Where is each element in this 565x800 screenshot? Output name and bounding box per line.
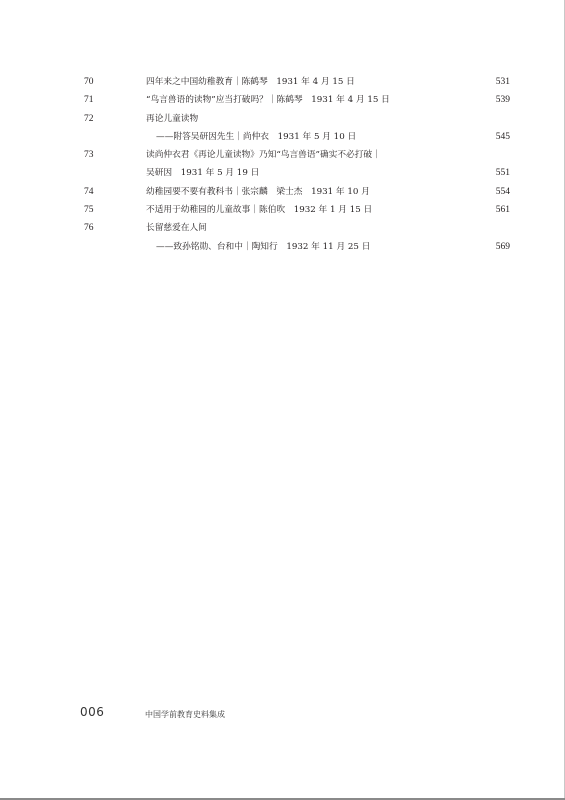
footer-page-number: 006 [80, 705, 105, 719]
toc-entry-page: 569 [495, 241, 510, 252]
toc-entry-number: 74 [84, 186, 94, 197]
footer-book-title: 中国学前教育史料集成 [145, 710, 225, 719]
toc-entry-title: 读尚仲衣君《再论儿童读物》乃知“鸟言兽语”确实不必打破｜ [146, 150, 381, 161]
toc-row[interactable] [0, 146, 565, 164]
toc-entry-number: 76 [84, 223, 94, 234]
toc-entry-title: 再论儿童读物 [146, 113, 199, 124]
toc-entry-page: 551 [495, 168, 510, 179]
toc-entry-number: 75 [84, 205, 94, 216]
toc-row[interactable] [0, 73, 565, 91]
toc-row[interactable] [0, 110, 565, 128]
toc-entry-page: 561 [495, 205, 510, 216]
toc-entry-page: 545 [495, 131, 510, 142]
toc-entry-page: 531 [495, 77, 510, 87]
toc-entry-title: 不适用于幼稚园的儿童故事｜陈伯吹 1932 年 1 月 15 日 [146, 205, 373, 216]
toc-entry-page: 554 [495, 186, 510, 197]
toc-entry-title: “鸟言兽语的读物”应当打破吗？｜陈鹤琴 1931 年 4 月 15 日 [146, 95, 390, 106]
toc-entry-title: 四年来之中国幼稚教育｜陈鹤琴 1931 年 4 月 15 日 [146, 77, 355, 87]
toc-entry-subtitle: ——致孙铭勋、台和中｜陶知行 1932 年 11 月 25 日 [156, 241, 371, 252]
toc-entry-number: 71 [84, 95, 94, 106]
table-of-contents [0, 73, 565, 256]
toc-row[interactable] [0, 91, 565, 109]
toc-entry-title: 幼稚园要不要有教科书｜张宗麟 梁士杰 1931 年 10 月 [146, 186, 370, 197]
toc-entry-subtitle: ——附答吴研因先生｜尚仲衣 1931 年 5 月 10 日 [156, 131, 357, 142]
toc-entry-page: 539 [495, 95, 510, 106]
toc-row[interactable] [0, 164, 565, 182]
toc-row[interactable] [0, 238, 565, 256]
toc-row[interactable] [0, 219, 565, 237]
toc-row[interactable] [0, 201, 565, 219]
toc-entry-title: 长留慈爱在人间 [146, 223, 207, 234]
toc-entry-title-continued: 吴研因 1931 年 5 月 19 日 [146, 168, 260, 179]
toc-entry-number: 73 [84, 150, 94, 161]
toc-row[interactable] [0, 128, 565, 146]
toc-entry-number: 72 [84, 113, 94, 124]
toc-row[interactable] [0, 183, 565, 201]
toc-entry-number: 70 [84, 77, 94, 87]
